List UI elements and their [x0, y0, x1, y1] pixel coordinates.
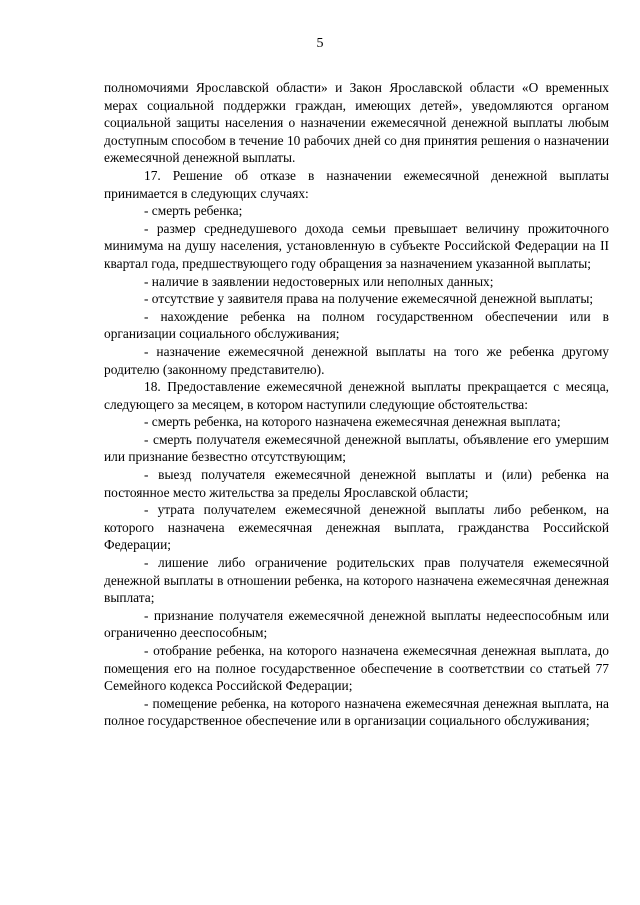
- list-item: - нахождение ребенка на полном государственном обеспечении или в организации социального обслуживания;: [104, 308, 609, 342]
- page-number: 5: [316, 36, 324, 51]
- list-item: - выезд получателя ежемесячной денежной выплаты и (или) ребенка на постоянное место жительства за пределы Ярославской области;: [104, 467, 609, 500]
- list-item: - назначение ежемесячной денежной выплаты на того же ребенка другому родителю (законному представителю).: [104, 343, 609, 377]
- list-item: - лишение либо ограничение родительских прав получателя ежемесячной денежной выплаты в отношении ребенка, на которого назначена ежемесячная денежная выплата;: [104, 555, 609, 606]
- list-item: - наличие в заявлении недостоверных или неполных данных;: [144, 273, 494, 289]
- paragraph: 18. Предоставление ежемесячной денежной выплаты прекращается с месяца, следующего за месяцем, в котором наступили следующие обстоятельства:: [104, 379, 609, 412]
- list-item: - размер среднедушевого дохода семьи превышает величину прожиточного минимума на душу населения, установленную в субъекте Российской Федерации на II квартал года, предшествующего году обращения за назначением указанной выплаты;: [104, 220, 609, 271]
- document-body: [104, 79, 609, 730]
- list-item: - смерть ребенка, на которого назначена ежемесячная денежная выплата;: [144, 414, 561, 430]
- list-item: - утрата получателем ежемесячной денежной выплаты либо ребенком, на которого назначена ежемесячная денежная выплата, гражданства Российской Федерации;: [104, 502, 609, 553]
- list-item: - помещение ребенка, на которого назначена ежемесячная денежная выплата, на полное государственное обеспечение или в организации социального обслуживания;: [104, 695, 609, 729]
- list-item: - отобрание ребенка, на которого назначена ежемесячная денежная выплата, до помещения его на полное государственное обеспечение в соответствии со статьей 77 Семейного кодекса Российской Федерации;: [104, 643, 609, 694]
- list-item: - смерть получателя ежемесячной денежной выплаты, объявление его умершим или признание безвестно отсутствующим;: [104, 431, 609, 465]
- list-item: - смерть ребенка;: [144, 203, 243, 219]
- paragraph: полномочиями Ярославской области» и Закон Ярославской области «О временных мерах социальной поддержки граждан, имеющих детей», уведомляются органом социальной защиты населения о назначении ежемесячной денежной выплаты любым доступным способом в течение 10 рабочих дней со дня принятия решения о назначении ежемесячной денежной выплаты.: [104, 80, 609, 166]
- list-item: - отсутствие у заявителя права на получение ежемесячной денежной выплаты;: [144, 291, 594, 307]
- list-item: - признание получателя ежемесячной денежной выплаты недееспособным или ограниченно дееспособным;: [104, 607, 609, 641]
- paragraph: 17. Решение об отказе в назначении ежемесячной денежной выплаты принимается в следующих случаях:: [104, 167, 609, 201]
